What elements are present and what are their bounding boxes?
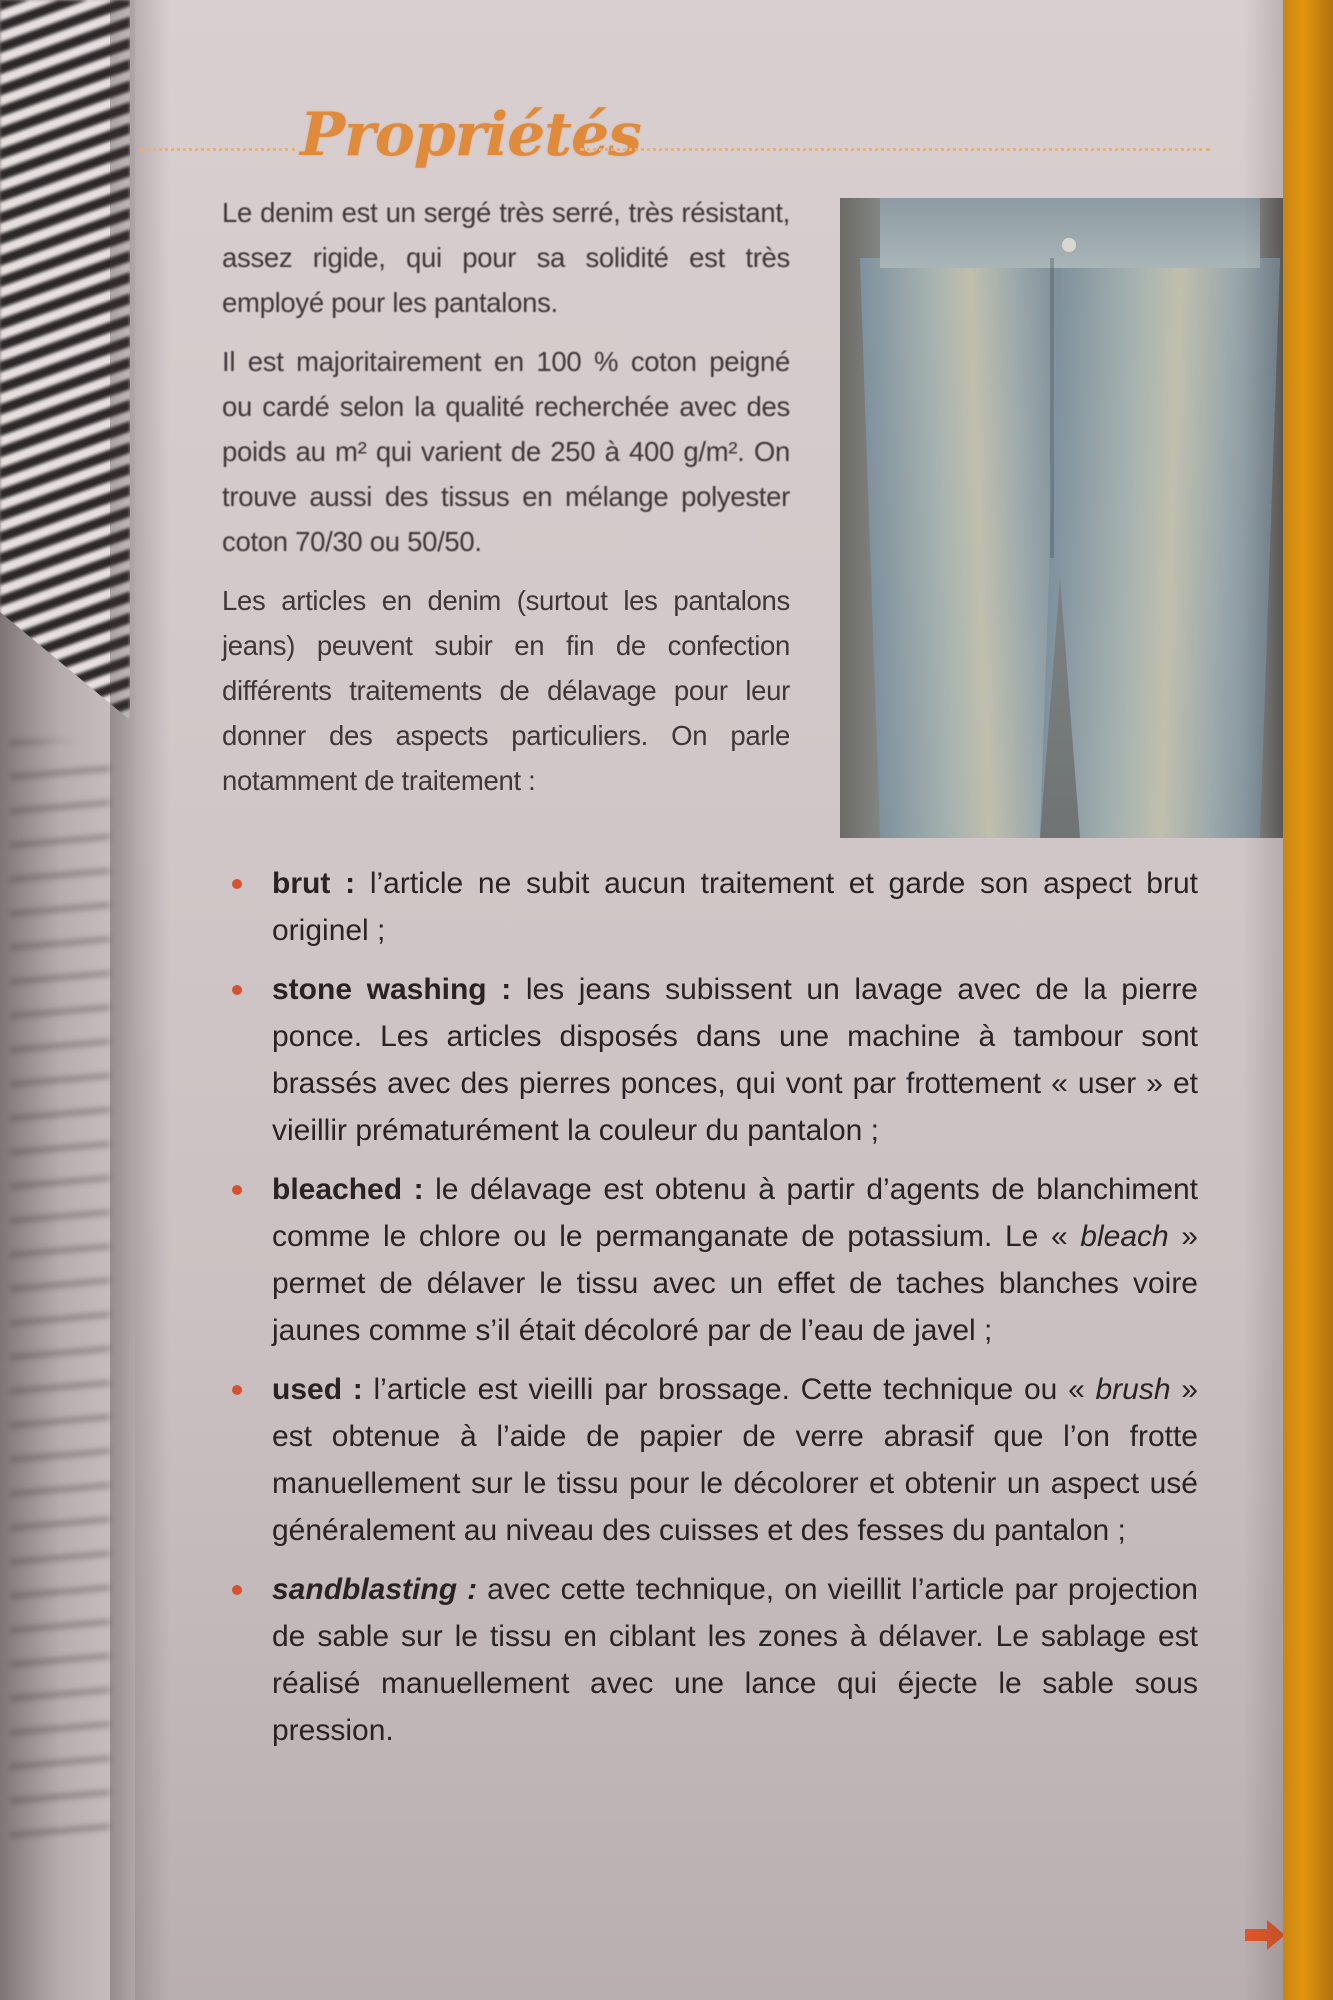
facing-page-text [10,740,110,1840]
jeans-photo [840,198,1285,838]
treatment-description: » permet de délaver le tissu avec un effet de taches blanches voire jaunes comme s’il était décoloré par de l’eau de javel ; [272,1220,1198,1347]
bullet-icon [232,879,242,889]
bullet-icon [232,1585,242,1595]
treatment-term: bleached : [272,1173,424,1206]
treatment-italic-term: brush [1095,1373,1171,1406]
list-item [218,1366,1198,1554]
intro-paragraph: Le denim est un sergé très serré, très résistant, assez rigide, qui pour sa solidité est très employé pour les pantalons. [222,197,790,318]
treatment-term: brut : [272,867,356,900]
jeans-button [1062,238,1076,252]
jeans-fly [1050,258,1054,558]
list-item [218,1166,1198,1354]
treatment-term: used : [272,1373,363,1406]
intro-paragraph: Les articles en denim (surtout les pantalons jeans) peuvent subir en fin de confection différents traitements de délavage pour leur donner des aspects particuliers. On parle notamment de traitement : [222,585,790,796]
section-title: Propriétés [300,100,641,170]
intro-text [222,190,790,817]
orange-page-edge [1283,0,1333,2000]
bullet-icon [232,1385,242,1395]
section-header [140,100,1170,170]
list-item [218,1566,1198,1754]
jeans-waistband [880,198,1260,268]
bullet-icon [232,985,242,995]
heading-rule-right [580,148,1210,151]
treatment-term: stone washing : [272,973,512,1006]
treatment-list [218,860,1198,1766]
treatment-description: » est obtenue à l’aide de papier de verre abrasif que l’on frotte manuellement sur le tissu pour le décolorer et obtenir un aspect usé généralement au niveau des cuisses et des fesses du pantalon ; [272,1373,1198,1547]
treatment-description: avec cette technique, on vieillit l’article par projection de sable sur le tissu en ciblant les zones à délaver. Le sablage est réalisé manuellement avec une lance qui éjecte le sable sous pression. [272,1573,1198,1747]
treatment-description: l’article est vieilli par brossage. Cette technique ou « [362,1373,1096,1406]
page-edge-shadow [1243,0,1283,2000]
list-item [218,860,1198,954]
heading-rule-left [140,148,295,151]
gutter-shadow [110,0,170,2000]
treatment-description: l’article ne subit aucun traitement et garde son aspect brut originel ; [272,867,1198,947]
list-item [218,966,1198,1154]
treatment-description: le délavage est obtenu à partir d’agents de blanchiment comme le chlore ou le permanganate de potassium. Le « [272,1173,1198,1253]
treatment-description: les jeans subissent un lavage avec de la pierre ponce. Les articles disposés dans une machine à tambour sont brassés avec des pierres ponces, qui vont par frottement « user » et vieillir prématurément la couleur du pantalon ; [272,973,1198,1147]
bullet-icon [232,1185,242,1195]
intro-paragraph: Il est majoritairement en 100 % coton peigné ou cardé selon la qualité recherchée avec des poids au m² qui varient de 250 à 400 g/m². On trouve aussi des tissus en mélange polyester coton 70/30 ou 50/50. [222,346,790,557]
treatment-italic-term: bleach [1080,1220,1169,1253]
treatment-term: sandblasting : [272,1573,478,1606]
